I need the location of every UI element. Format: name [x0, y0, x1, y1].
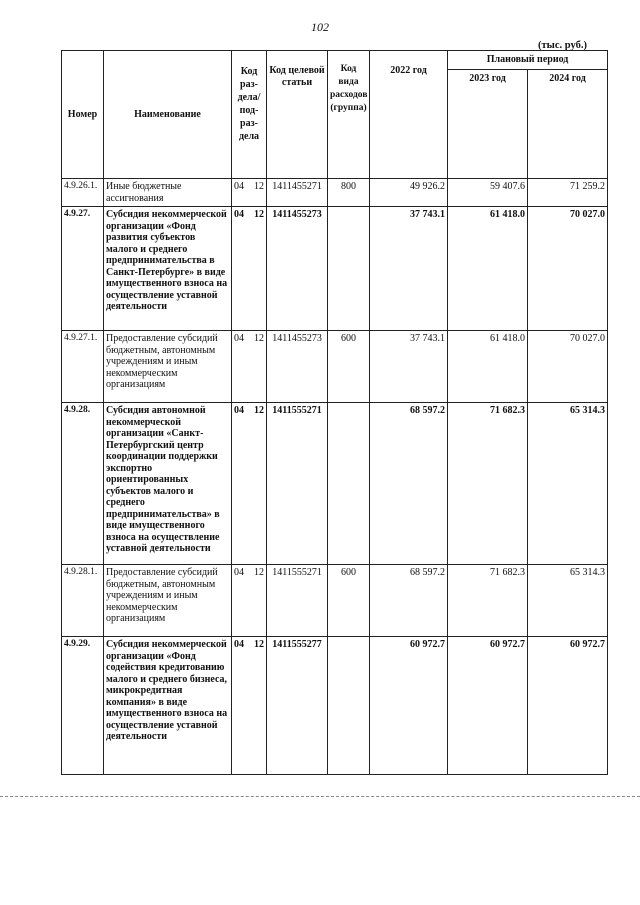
- header-2023: 2023 год: [448, 70, 528, 179]
- header-section-line: дела: [238, 131, 260, 142]
- row-number: 4.9.27.1.: [62, 331, 104, 403]
- row-name: Субсидия некоммерческой организации «Фонд содействия кредитованию малого и среднего бизнеса, микрокредитная компания» в виде имущественного взноса на осуществление уставной деятельности: [104, 637, 232, 775]
- row-subsection: 12: [251, 179, 267, 207]
- row-number: 4.9.26.1.: [62, 179, 104, 207]
- page-number: 102: [311, 20, 329, 34]
- row-expense-type: [328, 637, 370, 775]
- header-section-line: под-: [239, 105, 259, 116]
- row-value-2022: 49 926.2: [370, 179, 448, 207]
- row-value-2022: 68 597.2: [370, 565, 448, 637]
- table-row: [62, 207, 608, 331]
- table-row: [62, 565, 608, 637]
- row-subsection: 12: [251, 207, 267, 331]
- header-section-line: раз-: [240, 79, 258, 90]
- budget-table: [61, 50, 608, 775]
- header-expense-line: (группа): [330, 103, 367, 113]
- row-value-2023: 61 418.0: [448, 207, 528, 331]
- row-value-2022: 37 743.1: [370, 207, 448, 331]
- row-section: 04: [232, 331, 251, 403]
- table-row: [62, 403, 608, 565]
- header-number: Номер: [62, 51, 104, 179]
- table-row: [62, 331, 608, 403]
- row-section: 04: [232, 403, 251, 565]
- row-name: Субсидия автономной некоммерческой организации «Санкт-Петербургский центр координации поддержки экспортно ориентированных субъектов малого и среднего предпринимательства» в виде имущественного взноса на осуществление уставной деятельности: [104, 403, 232, 565]
- header-planned: Плановый период: [448, 51, 608, 70]
- row-value-2022: 37 743.1: [370, 331, 448, 403]
- row-value-2023: 59 407.6: [448, 179, 528, 207]
- row-value-2023: 71 682.3: [448, 565, 528, 637]
- header-section-line: Код: [240, 66, 258, 77]
- header-section-line: дела/: [237, 92, 261, 103]
- row-subsection: 12: [251, 331, 267, 403]
- row-expense-type: 800: [328, 179, 370, 207]
- row-target-code: 1411555277: [267, 637, 328, 775]
- row-section: 04: [232, 179, 251, 207]
- row-value-2024: 65 314.3: [528, 403, 608, 565]
- row-section: 04: [232, 637, 251, 775]
- row-number: 4.9.28.1.: [62, 565, 104, 637]
- row-expense-type: 600: [328, 565, 370, 637]
- row-value-2022: 68 597.2: [370, 403, 448, 565]
- row-number: 4.9.28.: [62, 403, 104, 565]
- row-name: Субсидия некоммерческой организации «Фонд развития субъектов малого и среднего предпринимательства в Санкт-Петербурге» в виде имущественного взноса на осуществление уставной деятельности: [104, 207, 232, 331]
- row-name: Предоставление субсидий бюджетным, автономным учреждениям и иным некоммерческим организациям: [104, 565, 232, 637]
- row-subsection: 12: [251, 403, 267, 565]
- row-subsection: 12: [251, 565, 267, 637]
- header-expense-line: Код: [340, 64, 357, 74]
- row-value-2024: 70 027.0: [528, 331, 608, 403]
- row-name: Предоставление субсидий бюджетным, автономным учреждениям и иным некоммерческим организациям: [104, 331, 232, 403]
- header-expense-line: расходов: [330, 90, 368, 100]
- row-value-2023: 71 682.3: [448, 403, 528, 565]
- row-value-2023: 60 972.7: [448, 637, 528, 775]
- row-number: 4.9.29.: [62, 637, 104, 775]
- header-section: [232, 51, 267, 179]
- header-2024: 2024 год: [528, 70, 608, 179]
- row-value-2022: 60 972.7: [370, 637, 448, 775]
- row-target-code: 1411455273: [267, 331, 328, 403]
- row-expense-type: [328, 403, 370, 565]
- header-expense-type: [328, 51, 370, 179]
- row-subsection: 12: [251, 637, 267, 775]
- header-expense-line: вида: [338, 77, 359, 87]
- row-target-code: 1411455271: [267, 179, 328, 207]
- row-target-code: 1411455273: [267, 207, 328, 331]
- row-value-2024: 65 314.3: [528, 565, 608, 637]
- row-value-2024: 71 259.2: [528, 179, 608, 207]
- header-2022: 2022 год: [370, 51, 448, 179]
- header-name: Наименование: [104, 51, 232, 179]
- row-section: 04: [232, 565, 251, 637]
- row-name: Иные бюджетные ассигнования: [104, 179, 232, 207]
- header-target: Код целевой статьи: [267, 51, 328, 179]
- table-row: [62, 179, 608, 207]
- row-section: 04: [232, 207, 251, 331]
- table-row: [62, 637, 608, 775]
- row-value-2024: 60 972.7: [528, 637, 608, 775]
- bottom-rule: [0, 796, 640, 797]
- row-expense-type: [328, 207, 370, 331]
- row-target-code: 1411555271: [267, 403, 328, 565]
- row-expense-type: 600: [328, 331, 370, 403]
- row-value-2024: 70 027.0: [528, 207, 608, 331]
- row-value-2023: 61 418.0: [448, 331, 528, 403]
- row-target-code: 1411555271: [267, 565, 328, 637]
- row-number: 4.9.27.: [62, 207, 104, 331]
- units-label: (тыс. руб.): [538, 40, 587, 51]
- header-section-line: раз-: [240, 118, 258, 129]
